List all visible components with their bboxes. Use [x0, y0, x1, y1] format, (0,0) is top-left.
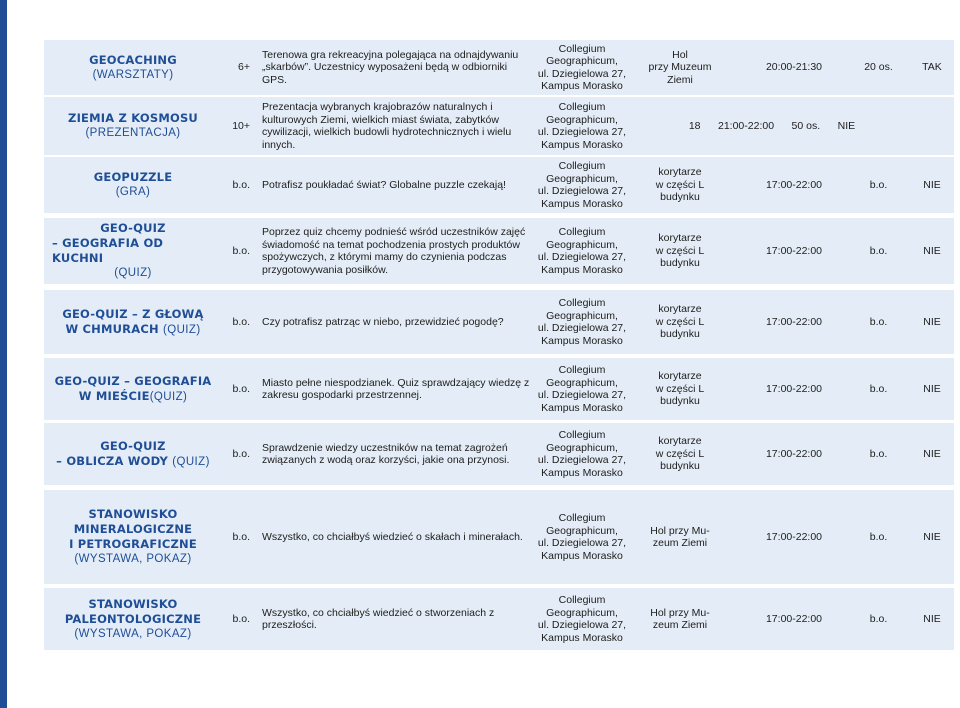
event-description: Sprawdzenie wiedzy uczestników na temat zagrożeń związanych z wodą oraz korzyści, jakie ona przynosi.	[262, 441, 510, 466]
event-title: GEOCACHING	[89, 52, 177, 67]
table-row	[44, 157, 954, 213]
venue: Collegium Geographicum, ul. Dziegielowa 27, Kampus Morasko	[537, 594, 627, 644]
registration-required: NIE	[923, 178, 941, 191]
event-time: 20:00-21:30	[765, 61, 823, 74]
event-type: (QUIZ)	[172, 455, 210, 468]
event-title-cell	[52, 358, 214, 420]
event-type: (QUIZ)	[163, 323, 201, 336]
table-row	[44, 423, 954, 485]
event-title-line: I PETROGRAFICZNE	[69, 537, 197, 551]
table-row	[44, 358, 954, 420]
event-type: (QUIZ)	[149, 390, 188, 403]
registration-required: NIE	[923, 244, 941, 257]
age-limit: b.o.	[232, 244, 250, 257]
room-location: korytarze w części L budynku	[655, 370, 705, 408]
event-time: 17:00-22:00	[765, 530, 823, 543]
event-title-line-with-type	[65, 322, 200, 338]
room-location: korytarze w części L budynku	[655, 303, 705, 341]
participant-limit: b.o.	[869, 447, 888, 460]
event-title: GEOPUZZLE	[93, 170, 173, 184]
event-type: (GRA)	[115, 186, 151, 198]
event-time: 17:00-22:00	[765, 612, 823, 625]
event-title-line-with-type	[56, 454, 210, 470]
event-title-line: W CHMURACH	[65, 321, 159, 336]
room-location: korytarze w części L budynku	[655, 232, 705, 270]
event-title-line: STANOWISKO	[88, 596, 178, 611]
event-title-line: GEO-QUIZ	[100, 438, 166, 453]
age-limit: b.o.	[232, 447, 250, 460]
event-title-cell	[52, 290, 214, 354]
venue: Collegium Geographicum, ul. Dziegielowa 27, Kampus Morasko	[537, 226, 627, 276]
age-limit: b.o.	[232, 178, 250, 191]
age-limit: 10+	[232, 119, 250, 132]
venue: Collegium Geographicum, ul. Dziegielowa 27, Kampus Morasko	[537, 101, 627, 151]
event-time: 17:00-22:00	[765, 244, 823, 257]
registration-required: NIE	[923, 315, 941, 328]
event-title-cell	[52, 40, 214, 95]
room-location: Hol przy Muzeum Ziemi	[648, 48, 712, 86]
registration-required: NIE	[923, 612, 941, 625]
event-title-cell	[52, 97, 214, 155]
event-description: Miasto pełne niespodzianek. Quiz sprawdzający wiedzę z zakresu gospodarki przestrzennej.	[262, 376, 530, 401]
event-type: (WARSZTATY)	[92, 68, 174, 81]
room-location: Hol przy Mu- zeum Ziemi	[650, 524, 710, 549]
participant-limit: b.o.	[869, 315, 888, 328]
age-limit: b.o.	[232, 530, 250, 543]
age-limit: b.o.	[232, 315, 250, 328]
table-row	[44, 97, 954, 155]
venue: Collegium Geographicum, ul. Dziegielowa 27, Kampus Morasko	[537, 429, 627, 479]
event-type: (QUIZ)	[114, 267, 152, 279]
registration-required: NIE	[923, 382, 941, 395]
venue: Collegium Geographicum, ul. Dziegielowa 27, Kampus Morasko	[537, 512, 627, 562]
event-title-line: – GEOGRAFIA OD KUCHNI	[52, 236, 164, 265]
event-title-line: GEO-QUIZ – Z GŁOWĄ	[62, 306, 204, 321]
event-type: (WYSTAWA, POKAZ)	[74, 553, 192, 565]
event-time: 17:00-22:00	[765, 178, 823, 191]
event-title-line-with-type	[79, 389, 187, 405]
event-title-cell	[52, 490, 214, 584]
event-title-line: STANOWISKO	[88, 507, 178, 521]
event-title-line: PALEONTOLOGICZNE	[64, 611, 202, 626]
registration-required: TAK	[922, 61, 942, 74]
event-description: Potrafisz poukładać świat? Globalne puzzle czekają!	[262, 178, 506, 191]
venue: Collegium Geographicum, ul. Dziegielowa 27, Kampus Morasko	[537, 364, 627, 414]
age-limit: 6+	[238, 61, 250, 74]
event-title-line: W MIEŚCIE	[78, 388, 150, 403]
venue: Collegium Geographicum, ul. Dziegielowa 27, Kampus Morasko	[537, 297, 627, 347]
venue: Collegium Geographicum, ul. Dziegielowa 27, Kampus Morasko	[537, 42, 627, 92]
table-row	[44, 218, 954, 284]
room-time-limit-registration: 18 21:00-22:00 50 os. NIE	[688, 119, 856, 132]
event-title-line: MINERALOGICZNE	[73, 522, 193, 536]
participant-limit: 20 os.	[864, 61, 893, 74]
participant-limit: b.o.	[869, 530, 888, 543]
event-title: ZIEMIA Z KOSMOSU	[68, 111, 198, 125]
participant-limit: b.o.	[869, 382, 888, 395]
event-title-line: GEO-QUIZ	[100, 221, 166, 235]
event-type: (WYSTAWA, POKAZ)	[74, 627, 192, 640]
event-description: Prezentacja wybranych krajobrazów naturalnych i kulturowych Ziemi, wielkich miast świata, zabytków cywilizacji, wielkich budowli hydrotechnicznych i wielu innych.	[262, 101, 512, 151]
age-limit: b.o.	[232, 382, 250, 395]
event-type: (PREZENTACJA)	[85, 127, 181, 139]
participant-limit: b.o.	[869, 612, 888, 625]
event-description: Poprzez quiz chcemy podnieść wśród uczestników zajęć świadomość na temat pochodzenia prostych produktów spożywczych, z którymi mamy do czynienia podczas przygotowywania posiłków.	[262, 226, 526, 276]
event-description: Czy potrafisz patrząc w niebo, przewidzieć pogodę?	[262, 315, 504, 328]
event-description: Wszystko, co chciałbyś wiedzieć o stworzeniach z przeszłości.	[262, 606, 495, 631]
table-row	[44, 290, 954, 354]
event-description: Terenowa gra rekreacyjna polegająca na odnajdywaniu „skarbów”. Uczestnicy wyposażeni będą w odbiorniki GPS.	[262, 48, 519, 86]
event-time: 17:00-22:00	[765, 382, 823, 395]
participant-limit: b.o.	[869, 244, 888, 257]
table-row	[44, 490, 954, 584]
participant-limit: b.o.	[869, 178, 888, 191]
event-time: 17:00-22:00	[765, 315, 823, 328]
venue: Collegium Geographicum, ul. Dziegielowa 27, Kampus Morasko	[537, 160, 627, 210]
table-row	[44, 588, 954, 650]
event-title-line: – OBLICZA WODY	[56, 453, 169, 468]
event-description: Wszystko, co chciałbyś wiedzieć o skałach i minerałach.	[262, 530, 523, 543]
event-time: 17:00-22:00	[765, 447, 823, 460]
registration-required: NIE	[923, 530, 941, 543]
event-title-line: GEO-QUIZ – GEOGRAFIA	[54, 373, 212, 388]
event-title-cell	[52, 157, 214, 213]
event-title-cell	[52, 218, 214, 284]
registration-required: NIE	[923, 447, 941, 460]
table-row	[44, 40, 954, 95]
room-location: Hol przy Mu- zeum Ziemi	[650, 606, 710, 631]
age-limit: b.o.	[232, 612, 250, 625]
room-location: korytarze w części L budynku	[655, 435, 705, 473]
page-edge-bar	[0, 0, 7, 708]
event-title-cell	[52, 588, 214, 650]
room-location: korytarze w części L budynku	[655, 166, 705, 204]
event-title-cell	[52, 423, 214, 485]
